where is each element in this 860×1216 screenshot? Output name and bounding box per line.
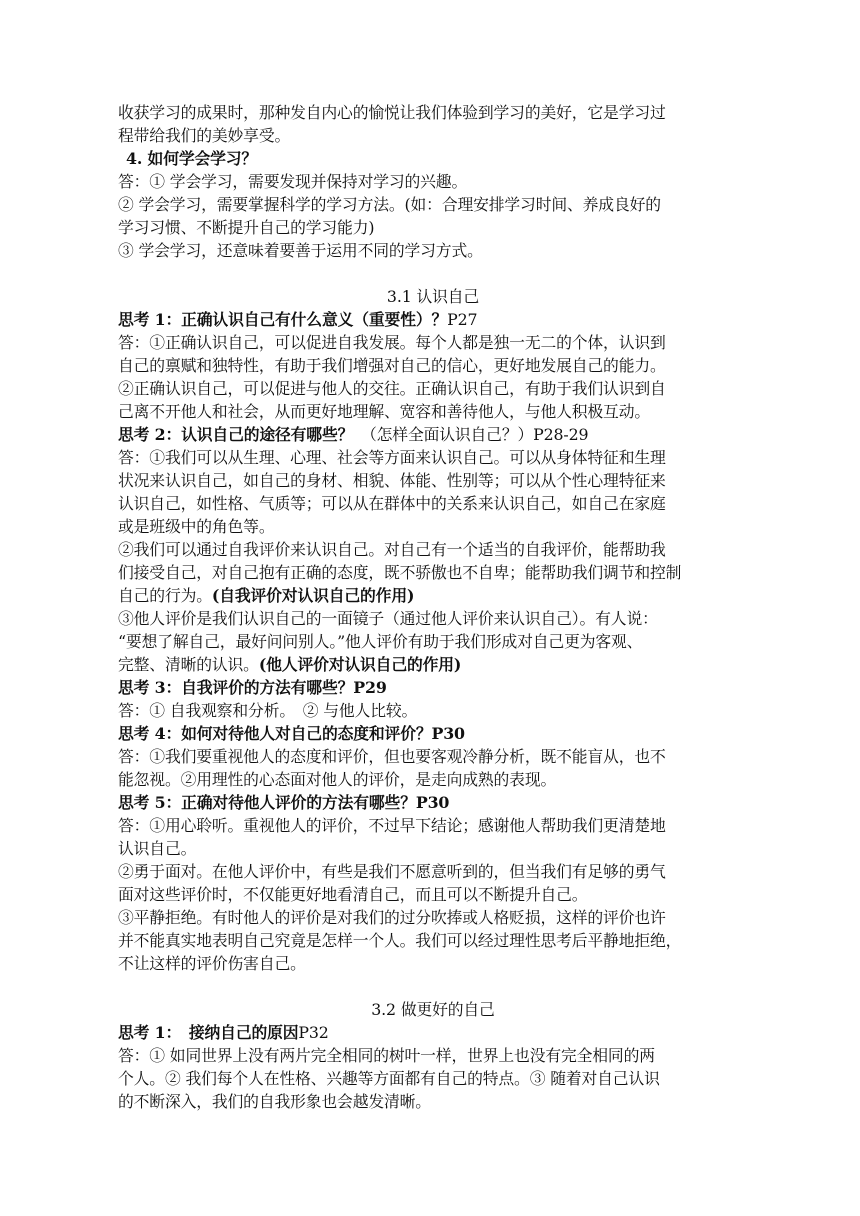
answer-text: 完整、清晰的认识。 xyxy=(118,655,259,674)
answer-line: ②正确认识自己，可以促进与他人的交往。正确认识自己，有助于我们认识到自 xyxy=(118,379,666,398)
think-5-heading: 思考 5：正确对待他人评价的方法有哪些？P30 xyxy=(118,793,450,812)
think-2-question: 思考 2：认识自己的途径有哪些？ xyxy=(118,425,354,444)
answer-line: 己离不开他人和社会，从而更好地理解、宽容和善待他人，与他人积极互动。 xyxy=(118,402,650,421)
answer-line: “要想了解自己，最好问问别人。”他人评价有助于我们形成对自己更为客观、 xyxy=(118,632,643,651)
answer-line xyxy=(118,584,748,607)
section-title-3-1: 3.1 认识自己 xyxy=(386,287,480,306)
think-1-heading-3-2 xyxy=(118,1021,748,1044)
answer-line: 并不能真实地表明自己究竟是怎样一个人。我们可以经过理性思考后平静地拒绝， xyxy=(118,931,682,950)
answer-line: 们接受自己，对自己抱有正确的态度，既不骄傲也不自卑；能帮助我们调节和控制 xyxy=(118,563,682,582)
spacer xyxy=(118,262,748,285)
answer-line: 面对这些评价时，不仅能更好地看清自己，而且可以不断提升自己。 xyxy=(118,885,588,904)
answer-line: 答：①用心聆听。重视他人的评价，不过早下结论；感谢他人帮助我们更清楚地 xyxy=(118,816,666,835)
think-1-question: 思考 1：正确认识自己有什么意义（重要性）？ xyxy=(118,310,448,329)
answer-line: 个人。② 我们每个人在性格、兴趣等方面都有自己的特点。③ 随着对自己认识 xyxy=(118,1069,660,1088)
answer-line: ③平静拒绝。有时他人的评价是对我们的过分吹捧或人格贬损，这样的评价也许 xyxy=(118,908,666,927)
answer-line: 认识自己。 xyxy=(118,839,197,858)
think-3-heading: 思考 3：自我评价的方法有哪些？P29 xyxy=(118,678,387,697)
answer-line: ②勇于面对。在他人评价中，有些是我们不愿意听到的，但当我们有足够的勇气 xyxy=(118,862,666,881)
think-1-question: 思考 1： 接纳自己的原因 xyxy=(118,1023,299,1042)
answer-line: 自己的禀赋和独特性，有助于我们增强对自己的信心，更好地发展自己的能力。 xyxy=(118,356,666,375)
answer-line: 的不断深入，我们的自我形象也会越发清晰。 xyxy=(118,1092,431,1111)
spacer xyxy=(118,975,748,998)
answer-line xyxy=(118,653,748,676)
answer-line: ③ 学会学习，还意味着要善于运用不同的学习方式。 xyxy=(118,241,483,260)
answer-line: 答：①我们要重视他人的态度和评价，但也要客观冷静分析，既不能盲从，也不 xyxy=(118,747,666,766)
intro-line: 程带给我们的美妙享受。 xyxy=(118,126,291,145)
intro-line: 收获学习的成果时，那种发自内心的愉悦让我们体验到学习的美好，它是学习过 xyxy=(118,103,666,122)
answer-line: 状况来认识自己，如自己的身材、相貌、体能、性别等；可以从个性心理特征来 xyxy=(118,471,666,490)
answer-line: 答：①我们可以从生理、心理、社会等方面来认识自己。可以从身体特征和生理 xyxy=(118,448,666,467)
answer-line: ② 学会学习，需要掌握科学的学习方法。(如：合理安排学习时间、养成良好的 xyxy=(118,195,661,214)
think-2-extra: （怎样全面认识自己？）P28-29 xyxy=(353,425,589,444)
other-evaluation-note: (他人评价对认识自己的作用) xyxy=(258,655,462,674)
answer-line: ②我们可以通过自我评价来认识自己。对自己有一个适当的自我评价，能帮助我 xyxy=(118,540,666,559)
answer-line: 不让这样的评价伤害自己。 xyxy=(118,954,306,973)
answer-line: 或是班级中的角色等。 xyxy=(118,517,275,536)
answer-text: 自己的行为。 xyxy=(118,586,212,605)
think-1-page: P32 xyxy=(298,1023,329,1042)
think-1-page: P27 xyxy=(447,310,478,329)
think-4-heading: 思考 4：如何对待他人对自己的态度和评价？P30 xyxy=(118,724,465,743)
answer-line: 答：① 学会学习，需要发现并保持对学习的兴趣。 xyxy=(118,172,468,191)
section-title-3-2: 3.2 做更好的自己 xyxy=(371,1000,495,1019)
answer-line: 答：①正确认识自己，可以促进自我发展。每个人都是独一无二的个体，认识到 xyxy=(118,333,666,352)
document-content xyxy=(118,101,748,1113)
self-evaluation-note: (自我评价对认识自己的作用) xyxy=(211,586,415,605)
answer-line: ③他人评价是我们认识自己的一面镜子（通过他人评价来认识自己）。有人说： xyxy=(118,609,658,628)
question-4-heading: 4. 如何学会学习？ xyxy=(126,149,258,168)
answer-line: 学习习惯、不断提升自己的学习能力) xyxy=(118,218,375,237)
think-1-heading xyxy=(118,308,748,331)
answer-line: 能忽视。②用理性的心态面对他人的评价，是走向成熟的表现。 xyxy=(118,770,557,789)
answer-line: 答：① 自我观察和分析。 ② 与他人比较。 xyxy=(118,701,418,720)
answer-line: 认识自己，如性格、气质等；可以从在群体中的关系来认识自己，如自己在家庭 xyxy=(118,494,666,513)
answer-line: 答：① 如同世界上没有两片完全相同的树叶一样，世界上也没有完全相同的两 xyxy=(118,1046,655,1065)
think-2-heading xyxy=(118,423,748,446)
